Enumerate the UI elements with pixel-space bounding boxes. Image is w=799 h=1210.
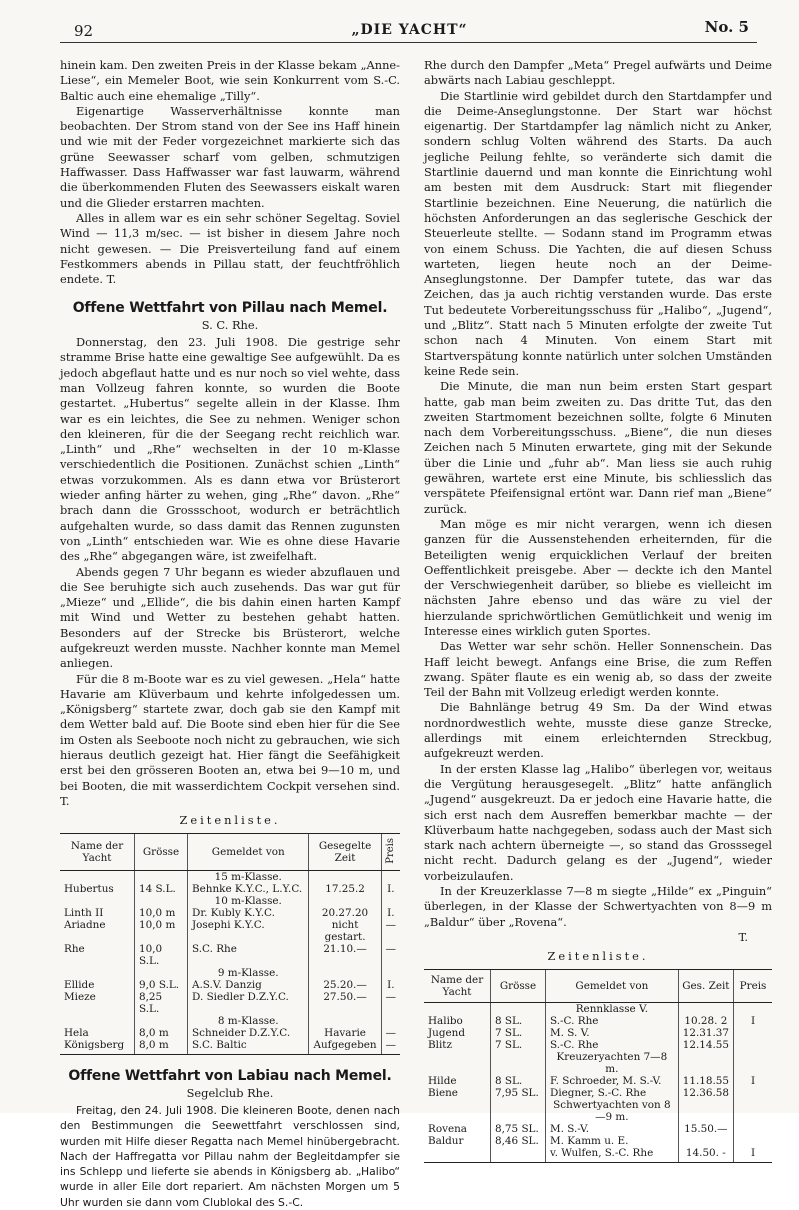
prize: I (734, 1147, 773, 1163)
yacht-club: S.-C. Rhe (546, 1039, 679, 1051)
prize: I. (381, 883, 400, 895)
sailed-time: 25.20.— (309, 979, 381, 991)
table-row (60, 919, 400, 943)
yacht-size: 14 S.L. (135, 883, 188, 895)
article-paragraph: Rhe durch den Dampfer „Meta“ Pregel aufwärts und Deime abwärts nach Labiau geschleppt. (424, 58, 772, 88)
col-header: Grösse (135, 833, 188, 871)
article-paragraph: Abends gegen 7 Uhr begann es wieder abzuflauen und die See beruhigte sich auch zusehends. Das war gut für „Mieze“ und „Ellide“, die bis dahin einen harten Kampf mit Wind und Wetter zu bestehen gehabt hatten. Besonders auf der Strecke bis Brüsterort, welche aufgekreuzt werden musste. Nachher konnte man Memel anliegen. (60, 564, 400, 671)
class-label: Kreuzeryachten 7—8 m. (546, 1051, 679, 1075)
col-header-preis: Preis (384, 837, 396, 864)
col-header: Preis (734, 969, 773, 1002)
class-label: Rennklasse V. (546, 1002, 679, 1015)
class-row (60, 871, 400, 884)
table-row (424, 1087, 772, 1099)
yacht-club: S.C. Rhe (188, 943, 309, 967)
results-table-pillau (60, 833, 400, 1056)
yacht-size: 8,46 SL. (491, 1135, 546, 1147)
yacht-club: M. Kamm u. E. (546, 1135, 679, 1147)
yacht-club: D. Siedler D.Z.Y.C. (188, 991, 309, 1015)
yacht-name: Baldur (428, 1134, 464, 1147)
class-row (60, 1015, 400, 1027)
article-subtitle: S. C. Rhe. (201, 317, 259, 332)
yacht-club: S.-C. Rhe (546, 1015, 679, 1027)
yacht-size: 8,0 m (135, 1039, 188, 1055)
prize: — (381, 991, 400, 1015)
prize: — (381, 943, 400, 967)
table-row (60, 1027, 400, 1039)
yacht-size: 8,75 SL. (491, 1123, 546, 1135)
article-title-labiau: Offene Wettfahrt von Labiau nach Memel. (68, 1068, 392, 1085)
yacht-name: Jugend (428, 1026, 466, 1039)
prize: I (734, 1015, 773, 1027)
class-row (424, 1002, 772, 1015)
prize: I (734, 1075, 773, 1087)
col-header: Gemeldet von (188, 833, 309, 871)
table-row (60, 991, 400, 1015)
yacht-size: 7,95 SL. (491, 1087, 546, 1099)
yacht-club: v. Wulfen, S.-C. Rhe (546, 1147, 679, 1163)
yacht-size: 8,25 S.L. (135, 991, 188, 1015)
yacht-name: Ellide (64, 979, 95, 992)
prize: — (381, 919, 400, 943)
col-header: Name der Yacht (60, 833, 135, 871)
yacht-size: 7 SL. (491, 1027, 546, 1039)
prize: I. (381, 907, 400, 919)
sailed-time: Aufgegeben (309, 1039, 381, 1055)
sailed-time: 12.36.58 (678, 1087, 733, 1099)
yacht-name: Blitz (428, 1038, 452, 1051)
article-title-pillau: Offene Wettfahrt von Pillau nach Memel. (72, 300, 388, 317)
prize (734, 1087, 773, 1099)
table-row (424, 1123, 772, 1135)
sailed-time: 15.50.— (678, 1123, 733, 1135)
sailed-time: 12.31.37 (678, 1027, 733, 1039)
class-row (424, 1099, 772, 1123)
table-row (424, 1075, 772, 1087)
yacht-name: Linth II (64, 907, 104, 920)
yacht-name: Rovena (428, 1122, 467, 1135)
class-label: 8 m-Klasse. (188, 1015, 309, 1027)
yacht-name (424, 1147, 491, 1163)
table-row (60, 1039, 400, 1055)
sailed-time: 10.28. 2 (678, 1015, 733, 1027)
left-column (60, 58, 400, 1210)
signature: T. (738, 929, 748, 944)
article-paragraph: Die Bahnlänge betrug 49 Sm. Da der Wind etwas nordnordwestlich wehte, musste diese ganze Strecke, allerdings mit einem erleichternden Streckbug, aufgekreuzt werden. (424, 700, 772, 761)
yacht-club: A.S.V. Danzig (188, 979, 309, 991)
sailed-time: nicht gestart. (309, 919, 381, 943)
class-row (424, 1051, 772, 1075)
article-paragraph: Donnerstag, den 23. Juli 1908. Die gestrige sehr stramme Brise hatte eine gewaltige See aufgewühlt. Da es jedoch abgeflaut hatte und es nur noch so viel wehte, dass man Vollzeug fahren konnte, so wurden die Boote gestartet. „Hubertus“ segelte allein in der Klasse. Ihm war es ein leichtes, die See zu nehmen. Weniger schon den kleineren, für die der Seegang recht reichlich war. „Linth“ und „Rhe“ wechselten in der 10 m-Klasse verschiedentlich die Positionen. Zunächst schien „Linth“ etwas vorzukommen. Als es dann etwa vor Brüsterort wieder anfing härter zu wehen, ging „Rhe“ davon. „Rhe“ brach dann die Grossschoot, wodurch er beträchtlich aufgehalten wurde, so dass damit das Rennen zugunsten von „Linth“ entschieden war. Wie es ohne diese Havarie des „Rhe“ abgegangen wäre, ist zweifelhaft. (60, 335, 400, 564)
article-paragraph: In der ersten Klasse lag „Halibo“ überlegen vor, weitaus die Vergütung herausgesegelt. „Blitz“ hatte anfänglich „Jugend“ ausgekreuzt. Da er jedoch eine Havarie hatte, die sich erst nach dem Ausreffen bemerkbar machte — der Klüverbaum hatte nachgegeben, sodass auch der Mast sich stark nach achtern überneigte —, so stand das Grosssegel nicht recht. Dadurch gelang es der „Jugend“, wieder vorbeizulaufen. (424, 761, 772, 883)
prize (734, 1027, 773, 1039)
class-label: 9 m-Klasse. (188, 967, 309, 979)
journal-title: „DIE YACHT“ (351, 22, 468, 38)
issue-number: No. 5 (704, 18, 749, 36)
table-caption: Zeitenliste. (179, 813, 281, 828)
class-row (60, 895, 400, 907)
col-header (381, 833, 400, 871)
table-row (424, 1027, 772, 1039)
yacht-club: Diegner, S.-C. Rhe (546, 1087, 679, 1099)
article-paragraph: Die Minute, die man nun beim ersten Start gespart hatte, gab man beim zweiten zu. Das dritte Tut, das den zweiten Startmoment bezeichnen sollte, folgte 6 Minuten nach dem Vorbereitungsschuss. „Biene“, die nun dieses Zeichen nach 5 Minuten erwartete, ging mit der Sekunde über die Linie und „fuhr ab“. Man liess sie auch ruhig gewähren, wartete erst eine Minute, bis schliesslich das verspätete Pfeifensignal ertönt war. Dann rief man „Biene“ zurück. (424, 379, 772, 516)
yacht-club: Josephi K.Y.C. (188, 919, 309, 943)
yacht-club: M. S.-V. (546, 1123, 679, 1135)
yacht-name: Königsberg (60, 1039, 135, 1055)
page-number: 92 (74, 22, 94, 40)
article-paragraph: Für die 8 m-Boote war es zu viel gewesen. „Hela“ hatte Havarie am Klüverbaum und kehrte infolgedessen um. „Königsberg“ startete zwar, doch gab sie den Kampf mit dem Wetter bald auf. Die Boote sind eben hier für die See im Osten als Seeboote noch nicht zu gebrauchen, wie sich hieraus deutlich gezeigt hat. Hier fängt die Seefähigkeit erst bei den grösseren Booten an, etwa bei 9—10 m, und bei Booten, die mit wasserdichtem Cockpit versehen sind. T. (60, 671, 400, 808)
yacht-club: Schneider D.Z.Y.C. (188, 1027, 309, 1039)
table-row (60, 979, 400, 991)
prize: — (381, 1027, 400, 1039)
sailed-time: 27.50.— (309, 991, 381, 1015)
sailed-time: 14.50. - (678, 1147, 733, 1163)
yacht-name: Hubertus (64, 883, 114, 896)
yacht-size: 9,0 S.L. (135, 979, 188, 991)
table-row (424, 1015, 772, 1027)
sailed-time: 11.18.55 (678, 1075, 733, 1087)
yacht-club: Behnke K.Y.C., L.Y.C. (188, 883, 309, 895)
yacht-size: 10,0 m (135, 907, 188, 919)
page-header (60, 18, 759, 40)
prize: I. (381, 979, 400, 991)
yacht-size: 10,0 m (135, 919, 188, 943)
table-row (424, 1039, 772, 1051)
table-row (60, 943, 400, 967)
intro-paragraph: hinein kam. Den zweiten Preis in der Klasse bekam „Anne-Liese“, ein Memeler Boot, wie sein Konkurrent vom S.-C. Baltic auch eine ehemalige „Tilly“. (60, 58, 400, 103)
prize (734, 1123, 773, 1135)
yacht-name: Hilde (428, 1074, 457, 1087)
class-label: Schwertyachten von 8—9 m. (546, 1099, 679, 1123)
col-header: Ges. Zeit (678, 969, 733, 1002)
yacht-name: Mieze (64, 991, 96, 1004)
table-row (60, 883, 400, 895)
intro-paragraph: Eigenartige Wasserverhältnisse konnte man beobachten. Der Strom stand von der See ins Haff hinein und wie mit der Feder vorgezeichnet markierte sich das grüne Seewasser scharf vom gelben, schmutzigen Haffwasser. Dass Haffwasser war fast lauwarm, während die überkommenden Fluten des Seewassers eiskalt waren und die Glieder erstarren machten. (60, 103, 400, 210)
sailed-time: 12.14.55 (678, 1039, 733, 1051)
yacht-name: Rhe (64, 943, 85, 956)
yacht-size: 10,0 S.L. (135, 943, 188, 967)
yacht-size: 7 SL. (491, 1039, 546, 1051)
sailed-time: 20.27.20 (309, 907, 381, 919)
article-paragraph: In der Kreuzerklasse 7—8 m siegte „Hilde“ ex „Pinguin“ überlegen, in der Klasse der Schwertyachten von 8—9 m „Baldur“ über „Rovena“. (424, 884, 772, 929)
col-header: Gesegelte Zeit (309, 833, 381, 871)
yacht-club: S.C. Baltic (188, 1039, 309, 1055)
table-row (424, 1135, 772, 1147)
yacht-club: F. Schroeder, M. S.-V. (546, 1075, 679, 1087)
yacht-size: 8 SL. (491, 1075, 546, 1087)
article-paragraph: Die Startlinie wird gebildet durch den Startdampfer und die Deime-Anseglungstonne. Der Start war höchst eigenartig. Der Startdampfer lag nämlich nicht zu Anker, sondern schlug Volten während des Starts. Da auch jegliche Peilung fehlte, so veränderte sich damit die Startlinie dauernd und man konnte die Einrichtung wohl am besten mit dem Ausdruck: Start mit fliegender Startlinie bezeichnen. Eine Neuerung, die natürlich die höchsten Anforderungen an das seglerische Geschick der Steuerleute stellte. — Sodann stand im Programm etwas von einem Schuss. Die Yachten, die auf diesen Schuss warteten, liegen heute noch an der Deime-Anseglungstonne. Der Dampfer tutete, das war das Zeichen, das ja auch richtig verstanden wurde. Das erste Tut bedeutete Vorbereitungsschuss für „Halibo“, „Jugend“, und „Blitz“. Statt nach 5 Minuten erfolgte der zweite Tut schon nach 4 Minuten. Von einem Start mit Startverspätung konnte natürlich unter solchen Umständen keine Rede sein. (424, 88, 772, 378)
yacht-name: Biene (428, 1086, 458, 1099)
col-header: Grösse (491, 969, 546, 1002)
prize (734, 1135, 773, 1147)
right-column (424, 58, 772, 1163)
sailed-time (678, 1135, 733, 1147)
header-rule (60, 42, 757, 43)
article-subtitle: Segelclub Rhe. (186, 1085, 274, 1100)
intro-paragraph: Alles in allem war es ein sehr schöner Segeltag. Soviel Wind — 11,3 m/sec. — ist bisher in diesem Jahre noch nicht gewesen. — Die Preisverteilung fand auf einem Festkommers abends in Pillau statt, der feuchtfröhlich endete. T. (60, 210, 400, 287)
article-paragraph: Das Wetter war sehr schön. Heller Sonnenschein. Das Haff leicht bewegt. Anfangs eine Brise, die zum Reffen zwang. Später flaute es ein wenig ab, so dass der zweite Teil der Bahn mit Vollzeug erledigt werden konnte. (424, 639, 772, 700)
sailed-time: 21.10.— (309, 943, 381, 967)
article-paragraph: Freitag, den 24. Juli 1908. Die kleineren Boote, denen nach den Bestimmungen die Seewettfahrt verschlossen sind, wurden mit Hilfe dieser Regatta nach Memel hinübergebracht. Nach der Haffregatta vor Pillau nahm der Begleitdampfer sie ins Schlepp und lieferte sie abends in Königsberg ab. „Halibo“ wurde in aller Eile dort repariert. Am nächsten Morgen um 5 Uhr wurden sie dann vom Clublokal des S.-C. (60, 1103, 400, 1209)
table-caption: Zeitenliste. (547, 949, 649, 964)
yacht-size: 8 SL. (491, 1015, 546, 1027)
class-label: 10 m-Klasse. (188, 895, 309, 907)
article-paragraph: Man möge es mir nicht verargen, wenn ich diesen ganzen für die Aussenstehenden erheiternden, für die Beteiligten wenig erquicklichen Verlauf der breiten Oeffentlichkeit preisgebe. Aber — deckte ich den Mantel der Verschwiegenheit darüber, so bliebe es vielleicht im nächsten Jahre ebenso und das wäre zu viel der hierzulande sprichwörtlichen Gemütlichkeit und wenig im Interesse eines wirklich guten Sportes. (424, 516, 772, 638)
yacht-club: Dr. Kubly K.Y.C. (188, 907, 309, 919)
yacht-name: Ariadne (64, 919, 106, 932)
yacht-size: 8,0 m (135, 1027, 188, 1039)
yacht-name: Halibo (428, 1014, 463, 1027)
col-header: Gemeldet von (546, 969, 679, 1002)
results-table-labiau (424, 969, 772, 1163)
sailed-time: Havarie (309, 1027, 381, 1039)
table-row (424, 1147, 772, 1163)
yacht-club: M. S. V. (546, 1027, 679, 1039)
yacht-name: Hela (64, 1027, 89, 1040)
prize: — (381, 1039, 400, 1055)
sailed-time: 17.25.2 (309, 883, 381, 895)
class-label: 15 m-Klasse. (188, 871, 309, 884)
prize (734, 1039, 773, 1051)
yacht-size (491, 1147, 546, 1163)
col-header: Name der Yacht (424, 969, 491, 1002)
table-row (60, 907, 400, 919)
class-row (60, 967, 400, 979)
